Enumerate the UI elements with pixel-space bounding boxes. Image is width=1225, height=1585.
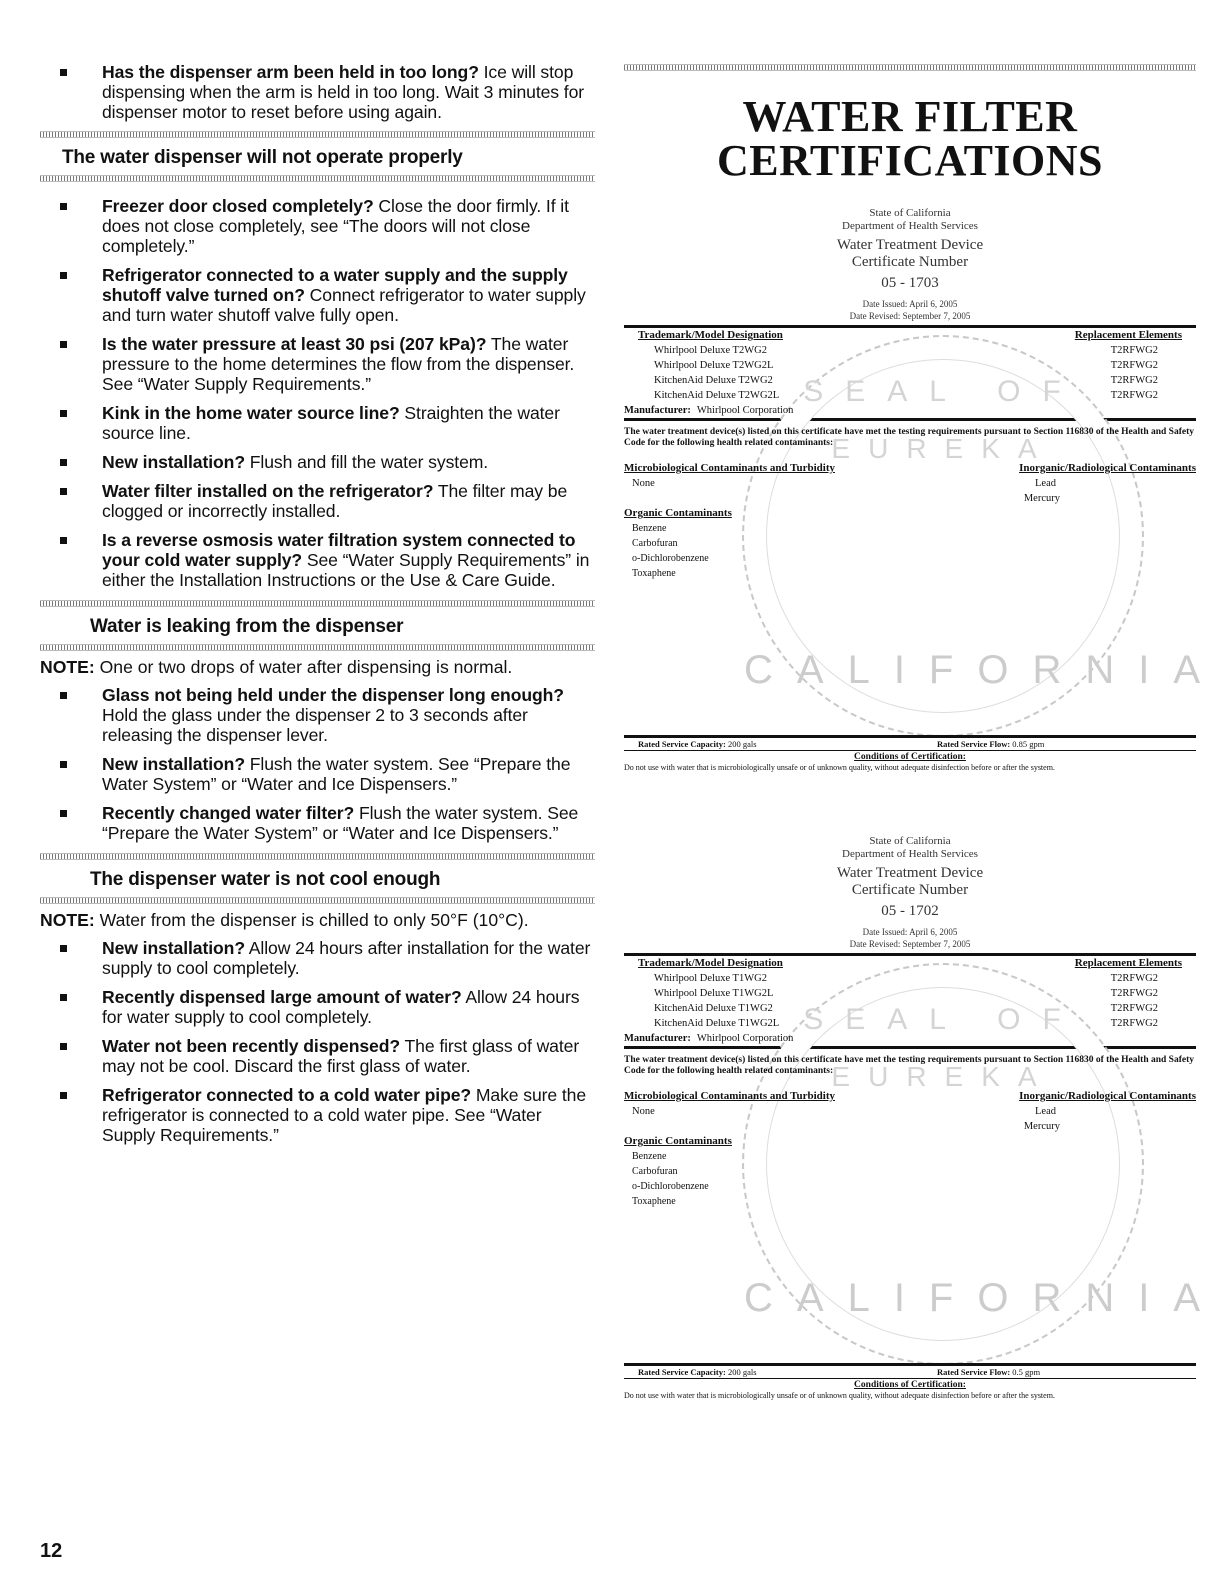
list-item	[40, 265, 595, 325]
item-answer: Flush and fill the water system.	[244, 452, 489, 472]
item-question: Is a reverse osmosis water filtration system connected to your cold water supply?	[102, 530, 576, 570]
capacity-value: 200 gals	[727, 1367, 757, 1377]
intro-list	[40, 62, 595, 122]
item-answer: Ice will stop dispensing when the arm is held in too long. Wait 3 minutes for dispenser motor to reset before using again.	[102, 62, 585, 122]
certification-statement: The water treatment device(s) listed on this certificate have met the testing requirements pursuant to Section 116830 of the Health and Safety Code for the following health related contaminants:	[624, 1055, 1195, 1076]
divider	[624, 64, 1196, 71]
table-header	[624, 328, 1196, 343]
certificate-header	[624, 835, 1196, 950]
section-list	[40, 685, 595, 843]
organic-item: Carbofuran	[632, 1166, 678, 1177]
item-answer: Straighten the water source line.	[102, 403, 560, 443]
cert-dept: Department of Health Services	[842, 848, 978, 860]
item-answer: Make sure the refrigerator is connected to a cold water pipe. See “Water Supply Requirements.”	[102, 1085, 587, 1145]
divider	[40, 853, 595, 860]
capacity-cell	[624, 738, 897, 750]
list-item	[40, 685, 595, 745]
item-question: Refrigerator connected to a water supply and the supply shutoff valve turned on?	[102, 265, 568, 305]
table-row	[624, 358, 1196, 373]
certifications-column	[624, 64, 1225, 1427]
flow-cell	[897, 738, 1196, 750]
title-line: WATER FILTER	[742, 92, 1078, 141]
list-item	[40, 1085, 595, 1145]
note-label: NOTE:	[40, 910, 95, 930]
list-item	[40, 987, 595, 1027]
item-question: New installation?	[102, 754, 245, 774]
section-water-dispenser-not-operating	[40, 131, 595, 590]
micro-header: Microbiological Contaminants and Turbidity	[624, 1090, 835, 1102]
item-answer: Allow 24 hours for water supply to cool completely.	[102, 987, 580, 1027]
cert-number-label: Certificate Number	[851, 882, 969, 898]
cert-dept: Department of Health Services	[842, 220, 978, 232]
page-title	[624, 92, 1196, 185]
divider	[40, 644, 595, 651]
list-item	[40, 62, 595, 122]
inorganic-header: Inorganic/Radiological Contaminants	[1019, 1090, 1196, 1102]
flow-cell	[897, 1366, 1196, 1378]
seal-mid-text: EUREKA	[831, 433, 1055, 464]
item-question: Freezer door closed completely?	[102, 196, 374, 216]
item-question: Kink in the home water source line?	[102, 403, 400, 423]
inorganic-item: Lead	[1035, 1106, 1056, 1117]
section-title: Water is leaking from the dispenser	[90, 616, 404, 637]
note-label: NOTE:	[40, 657, 95, 677]
capacity-row	[624, 1366, 1196, 1378]
cert-issued: Date Issued: April 6, 2005	[862, 927, 958, 937]
table-row	[624, 971, 1196, 986]
section-note	[40, 910, 595, 930]
inorganic-item: Lead	[1035, 478, 1056, 489]
element-code: T2RFWG2	[1110, 1018, 1158, 1029]
capacity-cell	[624, 1366, 897, 1378]
item-question: Refrigerator connected to a cold water pipe?	[102, 1085, 472, 1105]
model-name: Whirlpool Deluxe T2WG2	[654, 345, 767, 356]
item-question: Glass not being held under the dispenser long enough?	[102, 685, 564, 705]
conditions-title: Conditions of Certification:	[854, 752, 966, 762]
cert-issued: Date Issued: April 6, 2005	[862, 299, 958, 309]
note-text: Water from the dispenser is chilled to only 50°F (10°C).	[94, 910, 529, 930]
note-text: One or two drops of water after dispensing is normal.	[94, 657, 513, 677]
replacement-header: Replacement Elements	[1074, 329, 1182, 341]
cert-revised: Date Revised: September 7, 2005	[849, 939, 971, 949]
flow-label: Rated Service Flow:	[937, 1367, 1011, 1377]
inorganic-header: Inorganic/Radiological Contaminants	[1019, 462, 1196, 474]
table-row	[624, 343, 1196, 358]
organic-header-row	[624, 1134, 1196, 1149]
inorganic-item: Mercury	[1023, 1121, 1060, 1132]
element-code: T2RFWG2	[1110, 390, 1158, 401]
contaminant-headers	[624, 1089, 1196, 1104]
manufacturer-row	[624, 403, 1196, 418]
organic-header-row	[624, 506, 1196, 521]
model-name: KitchenAid Deluxe T1WG2L	[654, 1018, 780, 1029]
item-answer: Connect refrigerator to water supply and turn water shutoff valve fully open.	[102, 285, 586, 325]
item-answer: See “Water Supply Requirements” in either the Installation Instructions or the Use & Care Guide.	[102, 550, 590, 590]
page-number: 12	[40, 1540, 63, 1562]
section-list	[40, 196, 595, 590]
list-item	[40, 196, 595, 256]
table-row	[624, 1001, 1196, 1016]
organic-item: Carbofuran	[632, 538, 678, 549]
item-answer: The water pressure to the home determines the flow from the dispenser. See “Water Supply Requirements.”	[102, 334, 575, 394]
manufacturer-label: Manufacturer:	[624, 1033, 691, 1044]
certificate-footer	[624, 1363, 1196, 1400]
item-answer: Hold the glass under the dispenser 2 to 3 seconds after releasing the dispenser lever.	[102, 705, 528, 745]
model-name: Whirlpool Deluxe T1WG2L	[654, 988, 774, 999]
certificate-05-1702	[624, 835, 1225, 1427]
section-note	[40, 657, 595, 677]
element-code: T2RFWG2	[1110, 973, 1158, 984]
organic-header: Organic Contaminants	[624, 1135, 732, 1147]
manufacturer-name: Whirlpool Corporation	[696, 1033, 794, 1044]
section-title: The dispenser water is not cool enough	[90, 869, 441, 890]
contaminant-headers	[624, 461, 1196, 476]
title-line: CERTIFICATIONS	[716, 136, 1104, 185]
cert-number-label: Certificate Number	[851, 254, 969, 270]
model-name: KitchenAid Deluxe T2WG2L	[654, 390, 780, 401]
section-water-leaking	[40, 600, 595, 843]
contaminant-row	[624, 1119, 1196, 1134]
certificate-footer	[624, 735, 1196, 772]
list-item	[40, 530, 595, 590]
model-name: KitchenAid Deluxe T1WG2	[654, 1003, 773, 1014]
seal-bottom-text: CALIFORNIA	[744, 648, 1225, 692]
table-row	[624, 986, 1196, 1001]
list-item	[40, 938, 595, 978]
section-water-not-cool	[40, 853, 595, 1145]
list-item	[40, 803, 595, 843]
flow-value: 0.5 gpm	[1012, 1367, 1041, 1377]
contaminant-row	[624, 476, 1196, 491]
conditions-text: Do not use with water that is microbiologically unsafe or of unknown quality, without adequate disinfection before or after the system.	[624, 1391, 1055, 1400]
element-code: T2RFWG2	[1110, 1003, 1158, 1014]
item-question: Water not been recently dispensed?	[102, 1036, 401, 1056]
table-row	[624, 1016, 1196, 1031]
micro-item: None	[632, 1106, 655, 1117]
capacity-label: Rated Service Capacity:	[638, 739, 726, 749]
item-answer: Close the door firmly. If it does not close completely, see “The doors will not close completely.”	[102, 196, 569, 256]
seal-top-text: SEAL OF	[803, 1003, 1083, 1036]
troubleshooting-column	[40, 62, 595, 1154]
micro-item: None	[632, 478, 655, 489]
section-title: The water dispenser will not operate properly	[62, 147, 463, 168]
capacity-label: Rated Service Capacity:	[638, 1367, 726, 1377]
list-item	[40, 452, 595, 472]
cert-revised: Date Revised: September 7, 2005	[849, 311, 971, 321]
manufacturer-label: Manufacturer:	[624, 405, 691, 416]
item-answer: Flush the water system. See “Prepare the Water System” or “Water and Ice Dispensers.”	[102, 754, 571, 794]
model-name: Whirlpool Deluxe T1WG2	[654, 973, 767, 984]
section-list	[40, 938, 595, 1145]
flow-value: 0.85 gpm	[1012, 739, 1045, 749]
item-question: Recently changed water filter?	[102, 803, 355, 823]
organic-header: Organic Contaminants	[624, 507, 732, 519]
divider	[40, 131, 595, 138]
contaminant-row	[624, 491, 1196, 506]
item-question: Recently dispensed large amount of water?	[102, 987, 462, 1007]
seal-bottom-text: CALIFORNIA	[744, 1276, 1225, 1320]
manufacturer-row	[624, 1031, 1196, 1046]
organic-item: Benzene	[632, 523, 667, 534]
organic-item: o-Dichlorobenzene	[632, 553, 709, 564]
cert-device: Water Treatment Device	[836, 237, 984, 253]
certificate-header	[624, 207, 1196, 322]
item-answer: The first glass of water may not be cool. Discard the first glass of water.	[102, 1036, 580, 1076]
replacement-header: Replacement Elements	[1074, 957, 1182, 969]
element-code: T2RFWG2	[1110, 375, 1158, 386]
capacity-row	[624, 738, 1196, 750]
organic-item: Toxaphene	[632, 1196, 676, 1207]
conditions-text: Do not use with water that is microbiologically unsafe or of unknown quality, without adequate disinfection before or after the system.	[624, 763, 1055, 772]
list-item	[40, 403, 595, 443]
list-item	[40, 334, 595, 394]
organic-item: Toxaphene	[632, 568, 676, 579]
table-row	[624, 373, 1196, 388]
conditions-title: Conditions of Certification:	[854, 1380, 966, 1390]
cert-device: Water Treatment Device	[836, 865, 984, 881]
item-question: New installation?	[102, 938, 245, 958]
micro-header: Microbiological Contaminants and Turbidity	[624, 462, 835, 474]
model-name: KitchenAid Deluxe T2WG2	[654, 375, 773, 386]
certificate-05-1703	[624, 207, 1225, 799]
model-name: Whirlpool Deluxe T2WG2L	[654, 360, 774, 371]
list-item	[40, 1036, 595, 1076]
divider	[40, 600, 595, 607]
trademark-header: Trademark/Model Designation	[638, 329, 783, 341]
item-question: New installation?	[102, 452, 245, 472]
flow-label: Rated Service Flow:	[937, 739, 1011, 749]
item-question: Water filter installed on the refrigerator?	[102, 481, 434, 501]
cert-number: 05 - 1703	[881, 275, 939, 291]
capacity-value: 200 gals	[727, 739, 757, 749]
divider	[40, 897, 595, 904]
seal-top-text: SEAL OF	[803, 375, 1083, 408]
table-row	[624, 388, 1196, 403]
seal-mid-text: EUREKA	[831, 1061, 1055, 1092]
item-answer: Allow 24 hours after installation for the water supply to cool completely.	[102, 938, 591, 978]
cert-number: 05 - 1702	[881, 903, 939, 919]
cert-state: State of California	[869, 835, 951, 847]
contaminant-row	[624, 1104, 1196, 1119]
organic-item: o-Dichlorobenzene	[632, 1181, 709, 1192]
trademark-header: Trademark/Model Designation	[638, 957, 783, 969]
element-code: T2RFWG2	[1110, 345, 1158, 356]
item-question: Has the dispenser arm been held in too long?	[102, 62, 479, 82]
table-header	[624, 956, 1196, 971]
manufacturer-name: Whirlpool Corporation	[696, 405, 794, 416]
divider	[40, 175, 595, 182]
element-code: T2RFWG2	[1110, 988, 1158, 999]
organic-item: Benzene	[632, 1151, 667, 1162]
item-answer: Flush the water system. See “Prepare the Water System” or “Water and Ice Dispensers.”	[102, 803, 579, 843]
inorganic-item: Mercury	[1023, 493, 1060, 504]
list-item	[40, 754, 595, 794]
certification-statement: The water treatment device(s) listed on this certificate have met the testing requirements pursuant to Section 116830 of the Health and Safety Code for the following health related contaminants:	[624, 427, 1195, 448]
cert-state: State of California	[869, 207, 951, 219]
element-code: T2RFWG2	[1110, 360, 1158, 371]
list-item	[40, 481, 595, 521]
item-answer: The filter may be clogged or incorrectly installed.	[102, 481, 568, 521]
item-question: Is the water pressure at least 30 psi (207 kPa)?	[102, 334, 487, 354]
